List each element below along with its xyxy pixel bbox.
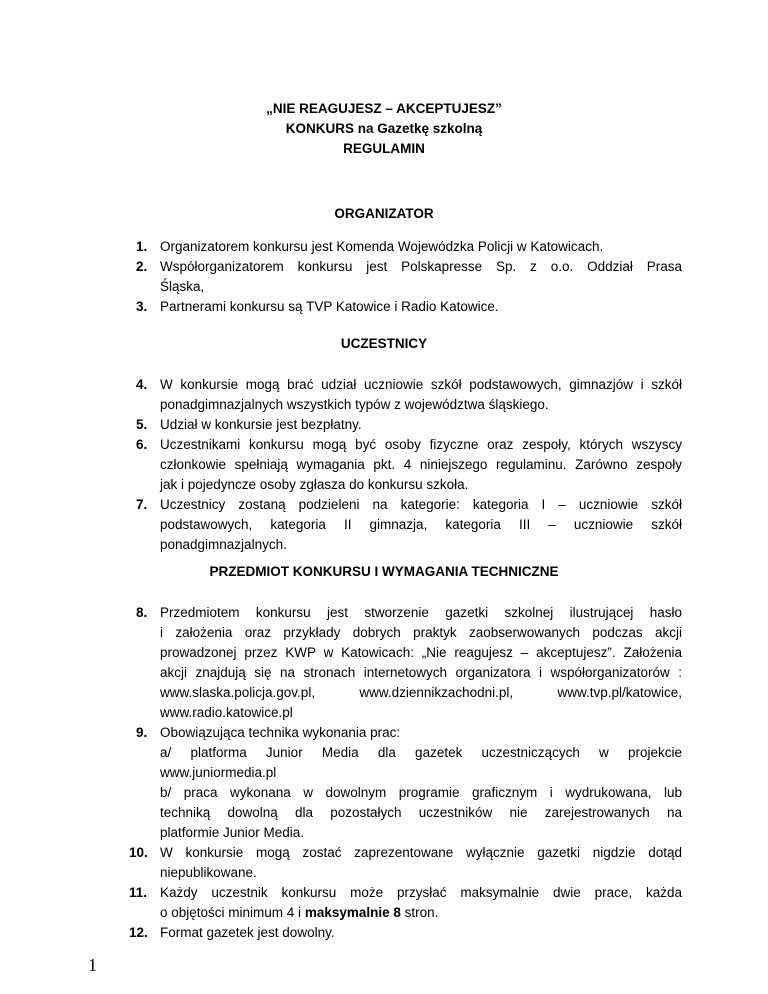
item-text: Śląska,	[160, 279, 205, 294]
item-number: 4.	[136, 377, 148, 392]
item-text-bold: maksymalnie 8	[304, 905, 401, 920]
list-item-4	[136, 375, 682, 415]
list-item-6	[136, 435, 682, 495]
item-text-part: stron.	[400, 905, 439, 920]
item-text: a/ platforma Junior Media dla gazetek uczestniczących w projekcie	[160, 745, 682, 760]
item-text: ponadgimnazjalnych wszystkich typów z województwa śląskiego.	[160, 397, 549, 412]
list-item-8	[136, 603, 682, 723]
item-text: platformie Junior Media.	[160, 825, 305, 840]
item-text-part: o objętości minimum 4 i	[160, 905, 305, 920]
item-text: W konkursie mogą brać udział uczniowie szkół podstawowych, gimnazjów i szkół	[160, 377, 682, 392]
list-item-2	[136, 257, 682, 297]
item-text: Obowiązująca technika wykonania prac:	[160, 725, 401, 740]
item-number: 7.	[136, 497, 148, 512]
item-text: Organizatorem konkursu jest Komenda Wojewódzka Policji w Katowicach.	[160, 239, 604, 254]
item-text: ponadgimnazjalnych.	[160, 537, 287, 552]
item-text: Przedmiotem konkursu jest stworzenie gazetki szkolnej ilustrującej hasło	[160, 605, 682, 620]
list-item-9	[136, 723, 682, 843]
item-text: b/ praca wykonana w dowolnym programie graficznym i wydrukowana, lub	[160, 785, 682, 800]
item-text: niepublikowane.	[160, 865, 257, 880]
item-text: podstawowych, kategoria II gimnazja, kategoria III – uczniowie szkół	[160, 517, 682, 532]
item-text: Udział w konkursie jest bezpłatny.	[160, 417, 362, 432]
item-number: 1.	[136, 239, 148, 254]
list-item-7	[136, 495, 682, 555]
item-number: 3.	[136, 299, 148, 314]
item-text: Współorganizatorem konkursu jest Polskapresse Sp. z o.o. Oddział Prasa	[160, 259, 682, 274]
item-text: www.radio.katowice.pl	[160, 705, 293, 720]
item-text: członkowie spełniają wymagania pkt. 4 niniejszego regulaminu. Zarówno zespoły	[160, 457, 682, 472]
document-title-line2: KONKURS na Gazetkę szkolną	[285, 121, 483, 136]
item-number: 10.	[129, 845, 148, 860]
document-title-line1: „NIE REAGUJESZ – AKCEPTUJESZ”	[266, 101, 502, 116]
list-item-11	[129, 883, 682, 923]
item-text: www.juniormedia.pl	[160, 765, 277, 780]
item-text	[160, 903, 682, 923]
item-text: prowadzonej przez KWP w Katowicach: „Nie reagujesz – akceptujesz”. Założenia	[160, 645, 682, 660]
item-text: jak i pojedyncze osoby zgłasza do konkursu szkoła.	[160, 477, 469, 492]
item-text: Uczestnikami konkursu mogą być osoby fizyczne oraz zespoły, których wszyscy	[160, 437, 682, 452]
item-text: Partnerami konkursu są TVP Katowice i Radio Katowice.	[160, 299, 499, 314]
list-item-1	[136, 237, 682, 257]
item-text: i założenia oraz przykłady dobrych praktyk zaobserwowanych podczas akcji	[160, 625, 682, 640]
item-number: 12.	[129, 925, 148, 940]
item-number: 2.	[136, 259, 148, 274]
item-text: akcji znajdują się na stronach internetowych organizatora i współorganizatorów :	[160, 665, 682, 680]
list-item-12	[129, 923, 682, 943]
document-title-line3: REGULAMIN	[343, 141, 425, 156]
item-text: www.slaska.policja.gov.pl, www.dziennikzachodni.pl, www.tvp.pl/katowice,	[160, 685, 682, 700]
item-number: 11.	[129, 885, 148, 900]
page-number: 1	[88, 955, 97, 975]
item-number: 8.	[136, 605, 148, 620]
item-number: 5.	[136, 417, 148, 432]
list-item-10	[129, 843, 682, 883]
item-text: Format gazetek jest dowolny.	[160, 925, 335, 940]
section-heading-uczestnicy: UCZESTNICY	[340, 336, 428, 351]
section-heading-przedmiot: PRZEDMIOT KONKURSU I WYMAGANIA TECHNICZNE	[209, 564, 559, 579]
section-heading-organizator: ORGANIZATOR	[334, 206, 434, 221]
item-text: Każdy uczestnik konkursu może przysłać maksymalnie dwie prace, każda	[160, 885, 682, 900]
item-text: Uczestnicy zostaną podzieleni na kategorie: kategoria I – uczniowie szkół	[160, 497, 682, 512]
list-item-5	[136, 415, 682, 435]
item-number: 9.	[136, 725, 148, 740]
list-item-3	[136, 297, 682, 317]
item-number: 6.	[136, 437, 148, 452]
item-text: techniką dowolną dla pozostałych uczestników nie zarejestrowanych na	[160, 805, 682, 820]
item-text: W konkursie mogą zostać zaprezentowane wyłącznie gazetki nigdzie dotąd	[160, 845, 682, 860]
